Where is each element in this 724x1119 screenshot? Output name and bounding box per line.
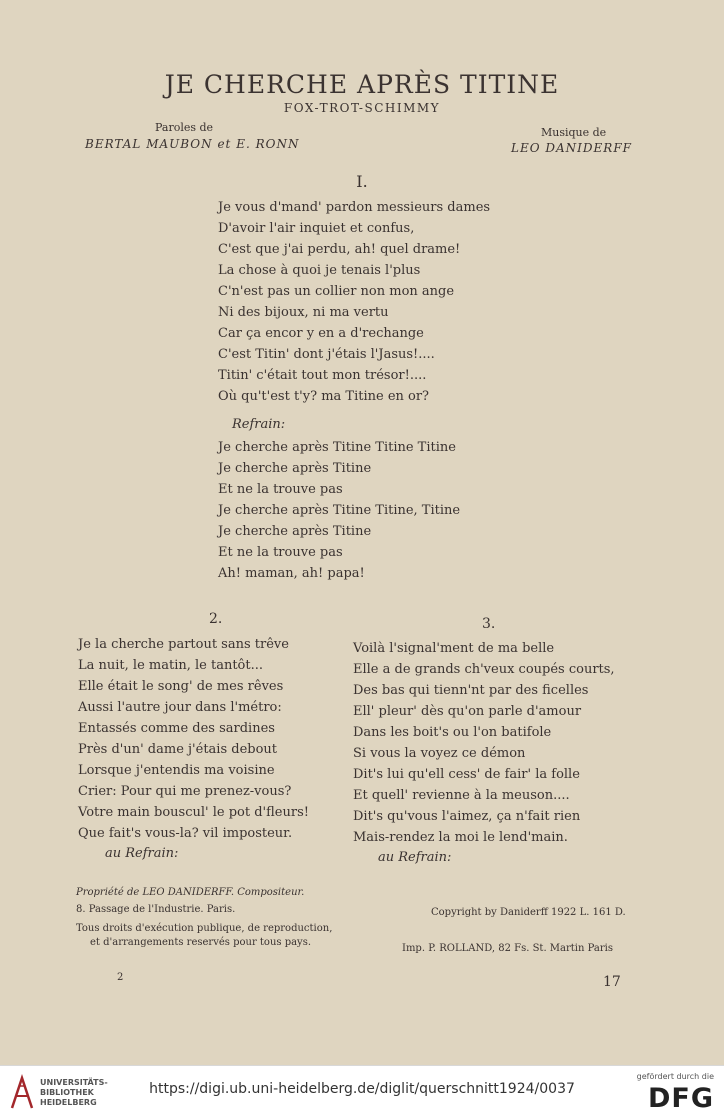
verse3-lines: [353, 638, 615, 848]
verse-line: Voilà l'signal'ment de ma belle: [353, 641, 555, 656]
lyrics-label: Paroles de: [155, 121, 214, 134]
refrain-label: Refrain:: [232, 417, 286, 432]
verse-line: Elle a de grands ch'veux coupés courts,: [353, 662, 615, 677]
verse3-number: 3.: [482, 616, 496, 632]
verse1-lines: [218, 197, 490, 407]
verse-line: Crier: Pour qui me prenez-vous?: [78, 784, 292, 799]
verse3-refrain-ref: au Refrain:: [378, 850, 452, 865]
rights-notice-1: Tous droits d'exécution publique, de reproduction,: [76, 923, 333, 934]
page-number-left: 2: [117, 972, 124, 983]
verse-line: Où qu't'est t'y? ma Titine en or?: [218, 389, 430, 404]
song-title: JE CHERCHE APRÈS TITINE: [164, 70, 560, 99]
library-name-line2: BIBLIOTHEK: [40, 1088, 94, 1097]
verse1-number: I.: [356, 172, 368, 191]
verse2-refrain-ref: au Refrain:: [105, 846, 179, 861]
verse-line: Car ça encor y en a d'rechange: [218, 326, 424, 341]
verse-line: Ell' pleur' dès qu'on parle d'amour: [353, 704, 582, 719]
verse-line: Titin' c'était tout mon trésor!....: [218, 368, 427, 383]
verse2-lines: [78, 634, 309, 844]
refrain-line: Et ne la trouve pas: [218, 545, 343, 560]
verse-line: Je vous d'mand' pardon messieurs dames: [218, 200, 491, 215]
printer-notice: Imp. P. ROLLAND, 82 Fs. St. Martin Paris: [402, 943, 613, 954]
verse-line: Lorsque j'entendis ma voisine: [78, 763, 275, 778]
verse-line: Et quell' revienne à la meuson....: [353, 788, 570, 803]
verse-line: Si vous la voyez ce démon: [353, 746, 526, 761]
page-number-right: 17: [603, 974, 621, 990]
verse-line: Je la cherche partout sans trêve: [78, 637, 289, 652]
refrain-line: Et ne la trouve pas: [218, 482, 343, 497]
verse-line: Des bas qui tienn'nt par des ficelles: [353, 683, 589, 698]
refrain-line: Ah! maman, ah! papa!: [218, 566, 365, 581]
verse2-number: 2.: [209, 611, 223, 627]
rights-notice-2: et d'arrangements reservés pour tous pays.: [90, 937, 312, 948]
library-name-line3: HEIDELBERG: [40, 1098, 97, 1107]
publisher-address: 8. Passage de l'Industrie. Paris.: [76, 904, 236, 915]
refrain-line: Je cherche après Titine: [218, 461, 372, 476]
verse-line: Que fait's vous-la? vil imposteur.: [78, 826, 293, 841]
dfg-logo: DFG: [647, 1083, 714, 1114]
refrain-line: Je cherche après Titine: [218, 524, 372, 539]
lyricists-name: BERTAL MAUBON et E. RONN: [85, 137, 300, 151]
copyright-notice: Copyright by Daniderff 1922 L. 161 D.: [431, 907, 626, 918]
verse-line: Mais-rendez la moi le lend'main.: [353, 830, 568, 845]
verse-line: Ni des bijoux, ni ma vertu: [218, 305, 389, 320]
viewer-footer: [0, 1065, 724, 1119]
verse-line: Dans les boit's ou l'on batifole: [353, 725, 552, 740]
page-url-link[interactable]: https://digi.ub.uni-heidelberg.de/diglit/querschnitt1924/0037: [149, 1081, 575, 1097]
verse-line: La nuit, le matin, le tantôt...: [78, 658, 263, 673]
verse-line: D'avoir l'air inquiet et confus,: [218, 221, 415, 236]
verse-line: Elle était le song' de mes rêves: [78, 679, 284, 694]
funded-by-label: gefördert durch die: [636, 1072, 714, 1081]
verse-line: Entassés comme des sardines: [78, 721, 275, 736]
refrain-line: Je cherche après Titine Titine Titine: [218, 440, 456, 455]
property-notice: Propriété de LEO DANIDERFF. Compositeur.: [76, 887, 305, 898]
verse-line: C'n'est pas un collier non mon ange: [218, 284, 455, 299]
verse-line: Près d'un' dame j'étais debout: [78, 742, 278, 757]
refrain-lines: [218, 437, 460, 584]
verse-line: Aussi l'autre jour dans l'métro:: [78, 700, 282, 715]
song-subtitle: FOX-TROT-SCHIMMY: [283, 101, 441, 115]
refrain-line: Je cherche après Titine Titine, Titine: [218, 503, 461, 518]
composer-name: LEO DANIDERFF: [511, 141, 632, 155]
verse-line: C'est que j'ai perdu, ah! quel drame!: [218, 242, 461, 257]
verse-line: Dit's qu'vous l'aimez, ça n'fait rien: [353, 809, 581, 824]
library-name-line1: UNIVERSITÄTS-: [40, 1078, 108, 1087]
verse-line: Dit's lui qu'ell cess' de fair' la folle: [353, 767, 580, 782]
verse-line: La chose à quoi je tenais l'plus: [218, 263, 421, 278]
verse-line: Votre main bouscul' le pot d'fleurs!: [78, 805, 309, 820]
verse-line: C'est Titin' dont j'étais l'Jasus!....: [218, 347, 435, 362]
music-label: Musique de: [541, 126, 607, 139]
